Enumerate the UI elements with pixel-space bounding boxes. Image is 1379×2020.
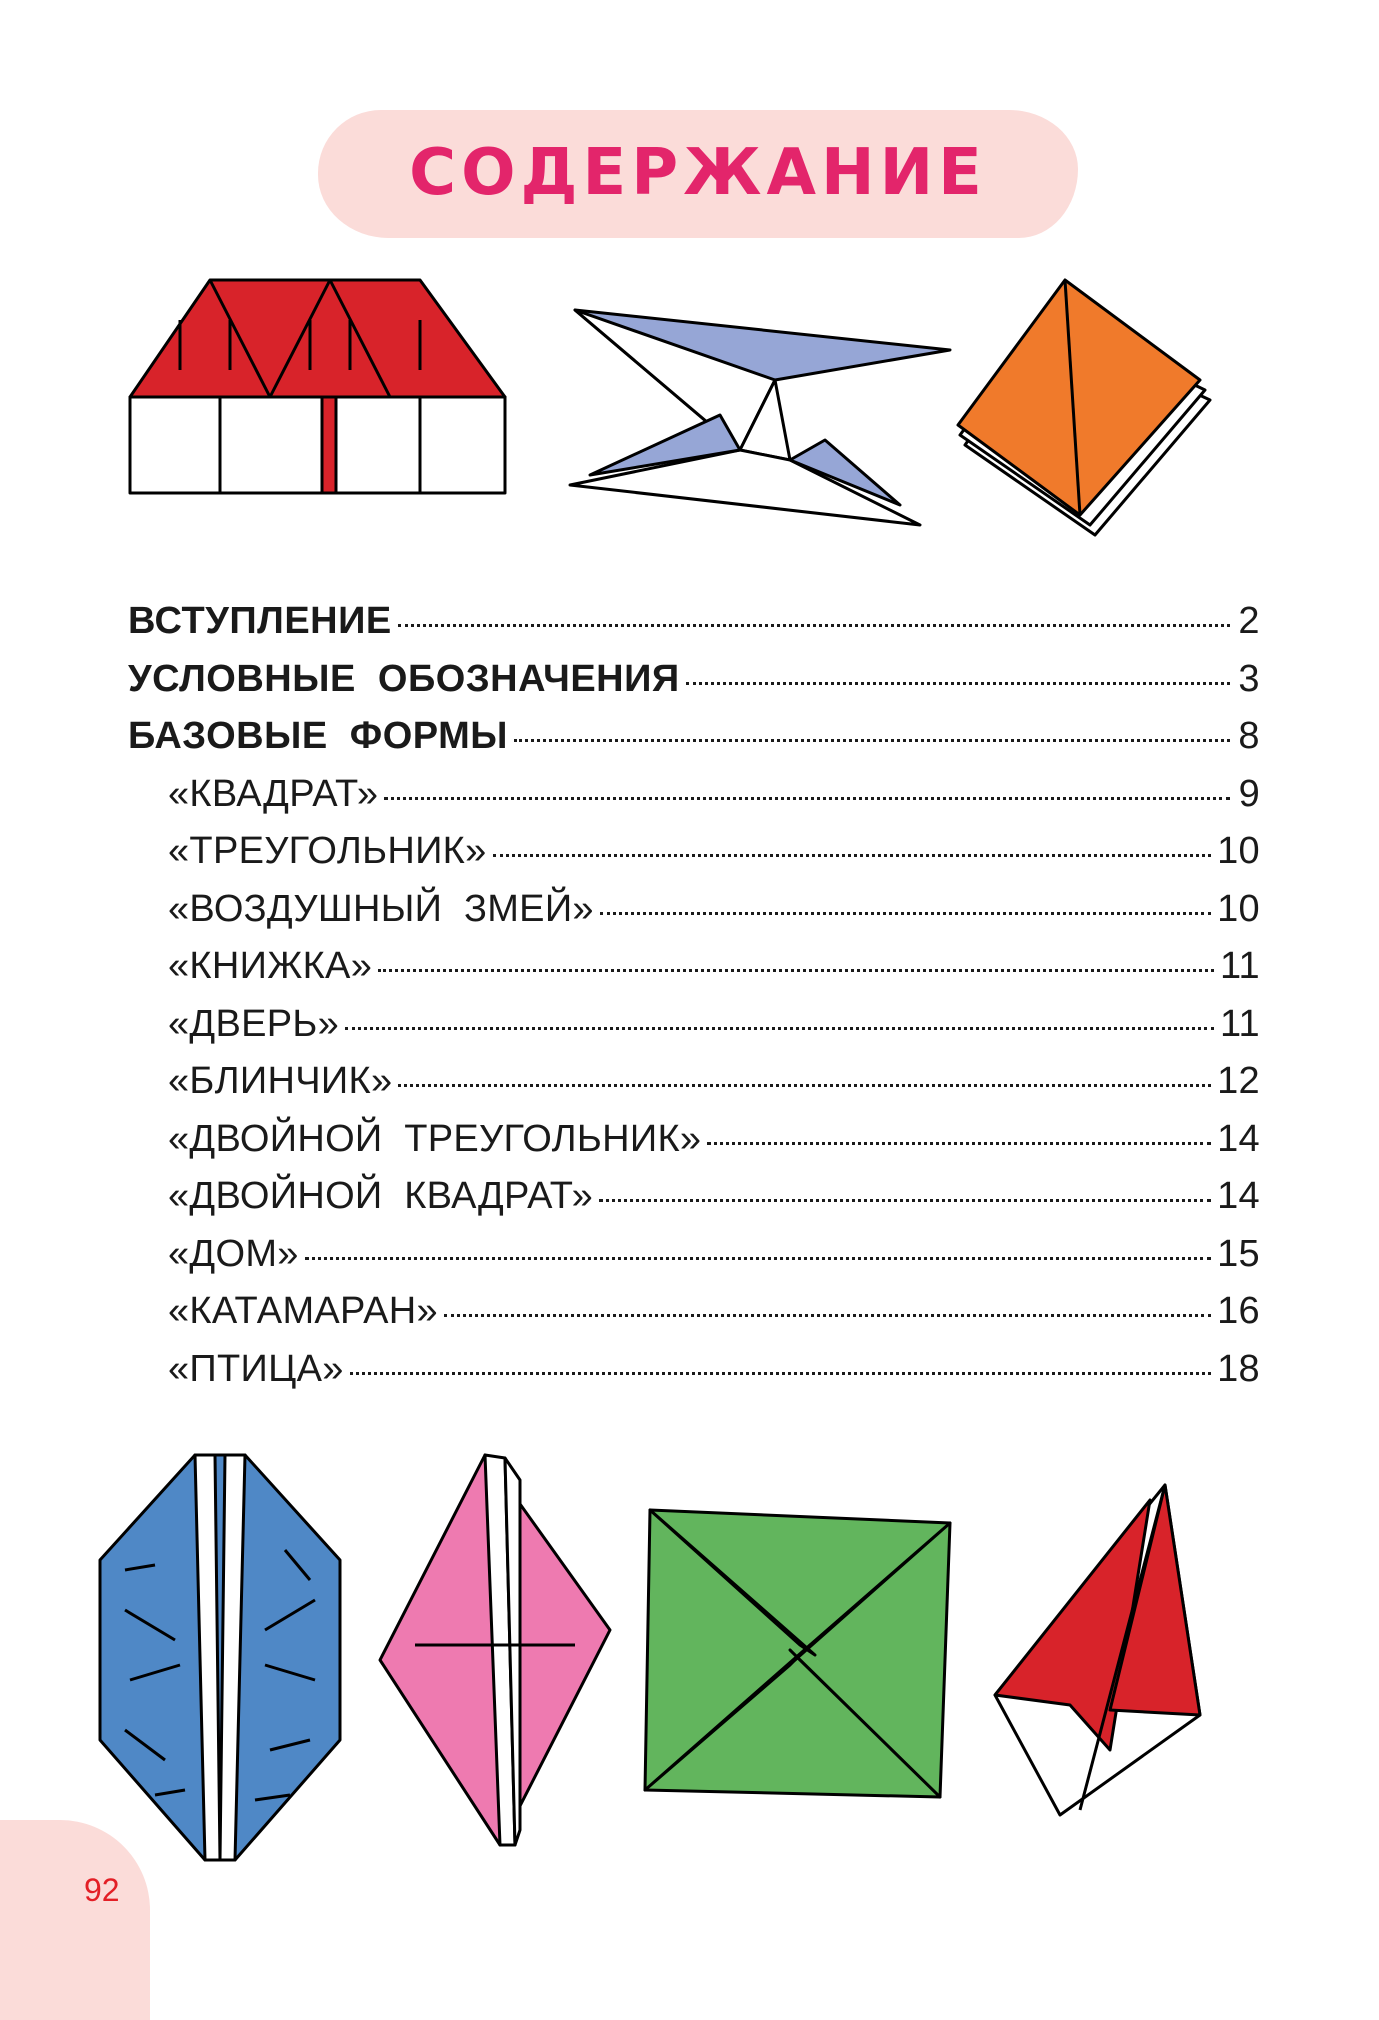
toc-entry-page: 10 <box>1217 830 1260 872</box>
origami-pink-form-illustration <box>375 1450 615 1860</box>
toc-entry-label: «КВАДРАТ» <box>168 772 379 815</box>
toc-entry-catamaran[interactable] <box>128 1290 1260 1348</box>
toc-entry-double-triangle[interactable] <box>128 1118 1260 1176</box>
toc-leader-dots <box>493 854 1212 857</box>
toc-entry-page: 8 <box>1238 715 1260 757</box>
toc-entry-label: «ТРЕУГОЛЬНИК» <box>168 830 487 872</box>
toc-entry-bird[interactable] <box>128 1348 1260 1406</box>
toc-leader-dots <box>305 1257 1211 1260</box>
toc-leader-dots <box>707 1142 1211 1145</box>
toc-entry-label: «КНИЖКА» <box>168 945 373 987</box>
toc-entry-label: «БЛИНЧИК» <box>168 1060 393 1102</box>
toc-leader-dots <box>398 624 1230 627</box>
page-title: СОДЕРЖАНИЕ <box>409 136 987 210</box>
toc-entry-label: ВСТУПЛЕНИЕ <box>128 600 392 642</box>
toc-leader-dots <box>350 1372 1211 1375</box>
toc-entry-square[interactable] <box>128 773 1260 831</box>
toc-leader-dots <box>444 1314 1211 1317</box>
toc-leader-dots <box>600 912 1211 915</box>
toc-entry-kite[interactable] <box>128 888 1260 946</box>
toc-entry-page: 14 <box>1217 1117 1260 1160</box>
origami-green-form-illustration <box>640 1505 960 1805</box>
toc-entry-blintz[interactable] <box>128 1060 1260 1118</box>
table-of-contents <box>128 600 1260 1405</box>
toc-leader-dots <box>384 797 1230 800</box>
origami-square-base-illustration <box>950 270 1230 570</box>
toc-entry-page: 9 <box>1238 772 1260 815</box>
toc-entry-house[interactable] <box>128 1233 1260 1291</box>
toc-leader-dots <box>378 969 1214 972</box>
toc-entry-base-forms[interactable] <box>128 715 1260 773</box>
toc-entry-page: 3 <box>1238 657 1260 700</box>
toc-entry-double-square[interactable] <box>128 1175 1260 1233</box>
toc-leader-dots <box>345 1027 1214 1030</box>
toc-entry-label: «ПТИЦА» <box>168 1347 344 1390</box>
toc-entry-page: 11 <box>1219 1002 1260 1045</box>
toc-entry-page: 16 <box>1217 1290 1260 1332</box>
origami-blue-form-illustration <box>95 1450 355 1870</box>
toc-entry-page: 11 <box>1219 945 1260 987</box>
toc-entry-label: БАЗОВЫЕ ФОРМЫ <box>128 715 508 757</box>
toc-entry-label: «ДВОЙНОЙ ТРЕУГОЛЬНИК» <box>168 1117 702 1160</box>
toc-entry-label: «КАТАМАРАН» <box>168 1290 438 1332</box>
toc-entry-label: УСЛОВНЫЕ ОБОЗНАЧЕНИЯ <box>128 657 680 700</box>
toc-entry-symbols[interactable] <box>128 658 1260 716</box>
toc-entry-page: 10 <box>1217 887 1260 930</box>
origami-catamaran-illustration <box>560 300 960 540</box>
toc-entry-label: «ДОМ» <box>168 1232 299 1275</box>
toc-entry-triangle[interactable] <box>128 830 1260 888</box>
toc-entry-page: 14 <box>1217 1175 1260 1217</box>
page-number: 92 <box>84 1872 120 1908</box>
toc-entry-page: 15 <box>1217 1232 1260 1275</box>
toc-entry-label: «ДВЕРЬ» <box>168 1002 340 1045</box>
toc-entry-label: «ВОЗДУШНЫЙ ЗМЕЙ» <box>168 887 594 930</box>
toc-entry-page: 2 <box>1238 600 1260 642</box>
toc-entry-label: «ДВОЙНОЙ КВАДРАТ» <box>168 1175 594 1217</box>
toc-leader-dots <box>514 739 1230 742</box>
toc-leader-dots <box>398 1084 1211 1087</box>
toc-leader-dots <box>599 1199 1211 1202</box>
toc-leader-dots <box>686 682 1230 685</box>
origami-house-illustration <box>120 270 520 505</box>
toc-entry-book[interactable] <box>128 945 1260 1003</box>
toc-entry-page: 12 <box>1217 1060 1260 1102</box>
toc-entry-introduction[interactable] <box>128 600 1260 658</box>
toc-entry-door[interactable] <box>128 1003 1260 1061</box>
toc-entry-page: 18 <box>1217 1347 1260 1390</box>
origami-red-form-illustration <box>990 1480 1210 1820</box>
